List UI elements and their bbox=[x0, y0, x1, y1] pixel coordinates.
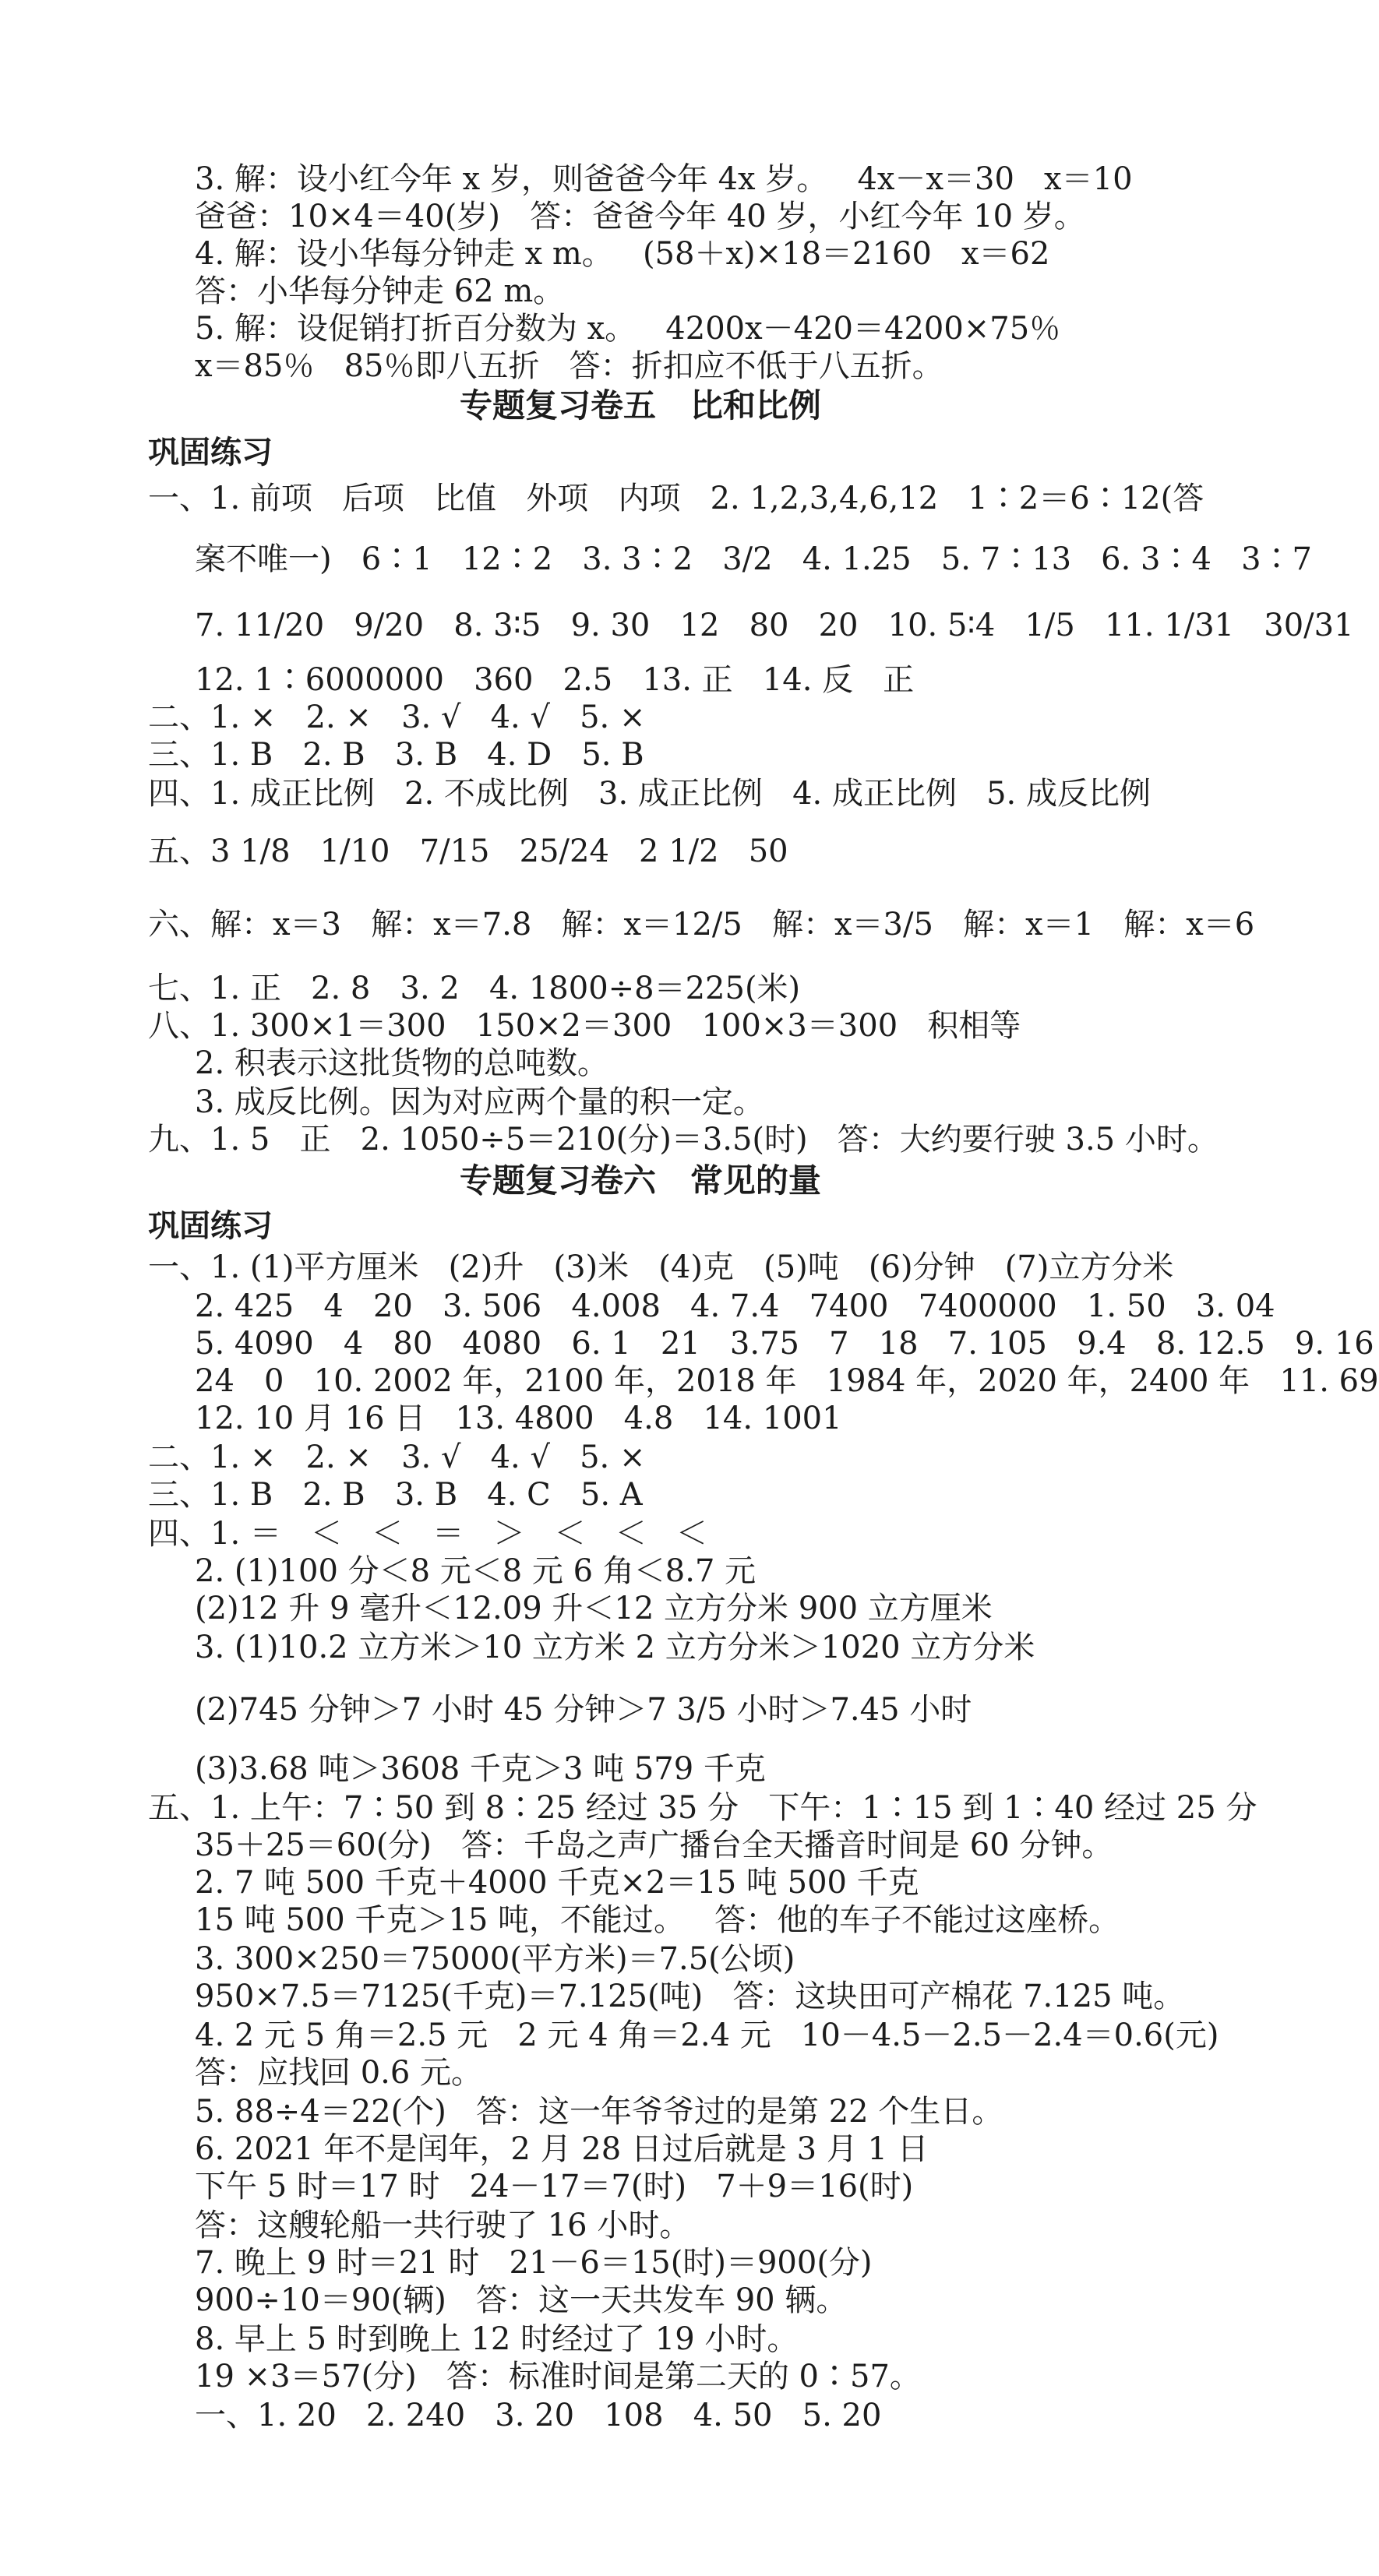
text-line: 8. 早上 5 时到晚上 12 时经过了 19 小时。 bbox=[195, 2321, 799, 2357]
section-heading: 专题复习卷五 比和比例 bbox=[460, 386, 821, 425]
text-line: 答：小华每分钟走 62 m。 bbox=[195, 273, 565, 309]
text-line: 2. (1)100 分＜8 元＜8 元 6 角＜8.7 元 bbox=[195, 1553, 757, 1589]
text-line: 一、1. 20 2. 240 3. 20 108 4. 50 5. 20 bbox=[195, 2398, 882, 2433]
text-line: 5. 4090 4 80 4080 6. 1 21 3.75 7 18 7. 105 9.4 8. 12.5 9. 16 bbox=[195, 1326, 1374, 1362]
text-line: 5. 88÷4＝22(个) 答：这一年爷爷过的是第 22 个生日。 bbox=[195, 2094, 1003, 2130]
text-line: 5. 解：设促销打折百分数为 x。 4200x－420＝4200×75％ bbox=[195, 311, 1061, 347]
text-line: 6. 2021 年不是闰年，2 月 28 日过后就是 3 月 1 日 bbox=[195, 2131, 929, 2167]
text-line: (2)12 升 9 毫升＜12.09 升＜12 立方分米 900 立方厘米 bbox=[195, 1591, 993, 1626]
text-line: 九、1. 5 正 2. 1050÷5＝210(分)＝3.5(时) 答：大约要行驶 3.5 小时。 bbox=[148, 1122, 1219, 1158]
text-line: (3)3.68 吨＞3608 千克＞3 吨 579 千克 bbox=[195, 1751, 766, 1787]
text-line: 7. 晚上 9 时＝21 时 21－6＝15(时)＝900(分) bbox=[195, 2245, 873, 2281]
text-line: 案不唯一) 6∶1 12∶2 3. 3∶2 3/2 4. 1.25 5. 7∶13 6. 3∶4 3∶7 bbox=[195, 541, 1313, 577]
text-line: 2. 7 吨 500 千克＋4000 千克×2＝15 吨 500 千克 bbox=[195, 1865, 919, 1901]
text-line: 四、1. ＝ ＜ ＜ ＝ ＞ ＜ ＜ ＜ bbox=[148, 1516, 707, 1552]
text-line: 12. 10 月 16 日 13. 4800 4.8 14. 1001 bbox=[195, 1401, 842, 1436]
text-line: (2)745 分钟＞7 小时 45 分钟＞7 3/5 小时＞7.45 小时 bbox=[195, 1692, 972, 1728]
text-line: 7. 11/20 9/20 8. 3∶5 9. 30 12 80 20 10. 5∶4 1/5 11. 1/31 30/31 bbox=[195, 608, 1354, 643]
text-line: 12. 1∶6000000 360 2.5 13. 正 14. 反 正 bbox=[195, 662, 915, 698]
text-line: 七、1. 正 2. 8 3. 2 4. 1800÷8＝225(米) bbox=[148, 971, 801, 1006]
text-line: x＝85％ 85％即八五折 答：折扣应不低于八五折。 bbox=[195, 348, 943, 384]
text-line: 二、1. × 2. × 3. √ 4. √ 5. × bbox=[148, 1440, 646, 1475]
text-line: 3. (1)10.2 立方米＞10 立方米 2 立方分米＞1020 立方分米 bbox=[195, 1630, 1035, 1665]
text-line: 2. 积表示这批货物的总吨数。 bbox=[195, 1045, 608, 1081]
text-line: 五、3 1/8 1/10 7/15 25/24 2 1/2 50 bbox=[148, 833, 788, 869]
text-line: 三、1. B 2. B 3. B 4. D 5. B bbox=[148, 737, 644, 773]
text-line: 900÷10＝90(辆) 答：这一天共发车 90 辆。 bbox=[195, 2282, 848, 2318]
section-heading: 专题复习卷六 常见的量 bbox=[460, 1161, 821, 1200]
practice-label: 巩固练习 bbox=[148, 1208, 273, 1244]
text-line: 950×7.5＝7125(千克)＝7.125(吨) 答：这块田可产棉花 7.125 吨。 bbox=[195, 1979, 1185, 2014]
text-line: 35＋25＝60(分) 答：千岛之声广播台全天播音时间是 60 分钟。 bbox=[195, 1827, 1113, 1863]
text-line: 三、1. B 2. B 3. B 4. C 5. A bbox=[148, 1477, 643, 1513]
text-line: 一、1. (1)平方厘米 (2)升 (3)米 (4)克 (5)吨 (6)分钟 (7)立方分米 bbox=[148, 1249, 1174, 1285]
text-line: 二、1. × 2. × 3. √ 4. √ 5. × bbox=[148, 700, 646, 735]
text-line: 2. 425 4 20 3. 506 4.008 4. 7.4 7400 7400000 1. 50 3. 04 bbox=[195, 1288, 1275, 1324]
text-line: 答：应找回 0.6 元。 bbox=[195, 2055, 483, 2091]
text-line: 4. 2 元 5 角＝2.5 元 2 元 4 角＝2.4 元 10－4.5－2.5－2.4＝0.6(元) bbox=[195, 2017, 1219, 2053]
text-line: 八、1. 300×1＝300 150×2＝300 100×3＝300 积相等 bbox=[148, 1008, 1021, 1044]
text-line: 六、解：x＝3 解：x＝7.8 解：x＝12/5 解：x＝3/5 解：x＝1 解：x＝6 bbox=[148, 907, 1255, 943]
text-line: 3. 成反比例。因为对应两个量的积一定。 bbox=[195, 1084, 764, 1120]
text-line: 下午 5 时＝17 时 24－17＝7(时) 7＋9＝16(时) bbox=[195, 2169, 914, 2204]
text-line: 4. 解：设小华每分钟走 x m。 (58＋x)×18＝2160 x＝62 bbox=[195, 236, 1050, 272]
text-line: 15 吨 500 千克＞15 吨，不能过。 答：他的车子不能过这座桥。 bbox=[195, 1902, 1120, 1938]
text-line: 19 ×3＝57(分) 答：标准时间是第二天的 0∶57。 bbox=[195, 2359, 921, 2395]
practice-label: 巩固练习 bbox=[148, 435, 273, 470]
text-line: 五、1. 上午：7∶50 到 8∶25 经过 35 分 下午：1∶15 到 1∶40 经过 25 分 bbox=[148, 1790, 1257, 1826]
text-line: 爸爸：10×4＝40(岁) 答：爸爸今年 40 岁，小红今年 10 岁。 bbox=[195, 199, 1085, 234]
text-line: 3. 解：设小红今年 x 岁，则爸爸今年 4x 岁。 4x－x＝30 x＝10 bbox=[195, 161, 1133, 197]
text-line: 答：这艘轮船一共行驶了 16 小时。 bbox=[195, 2208, 691, 2243]
text-line: 3. 300×250＝75000(平方米)＝7.5(公顷) bbox=[195, 1941, 795, 1977]
text-line: 24 0 10. 2002 年，2100 年，2018 年 1984 年，2020 年，2400 年 11. 69 bbox=[195, 1363, 1379, 1399]
text-line: 一、1. 前项 后项 比值 外项 内项 2. 1,2,3,4,6,12 1∶2＝6∶12(答 bbox=[148, 481, 1204, 516]
text-line: 四、1. 成正比例 2. 不成比例 3. 成正比例 4. 成正比例 5. 成反比例 bbox=[148, 776, 1151, 812]
